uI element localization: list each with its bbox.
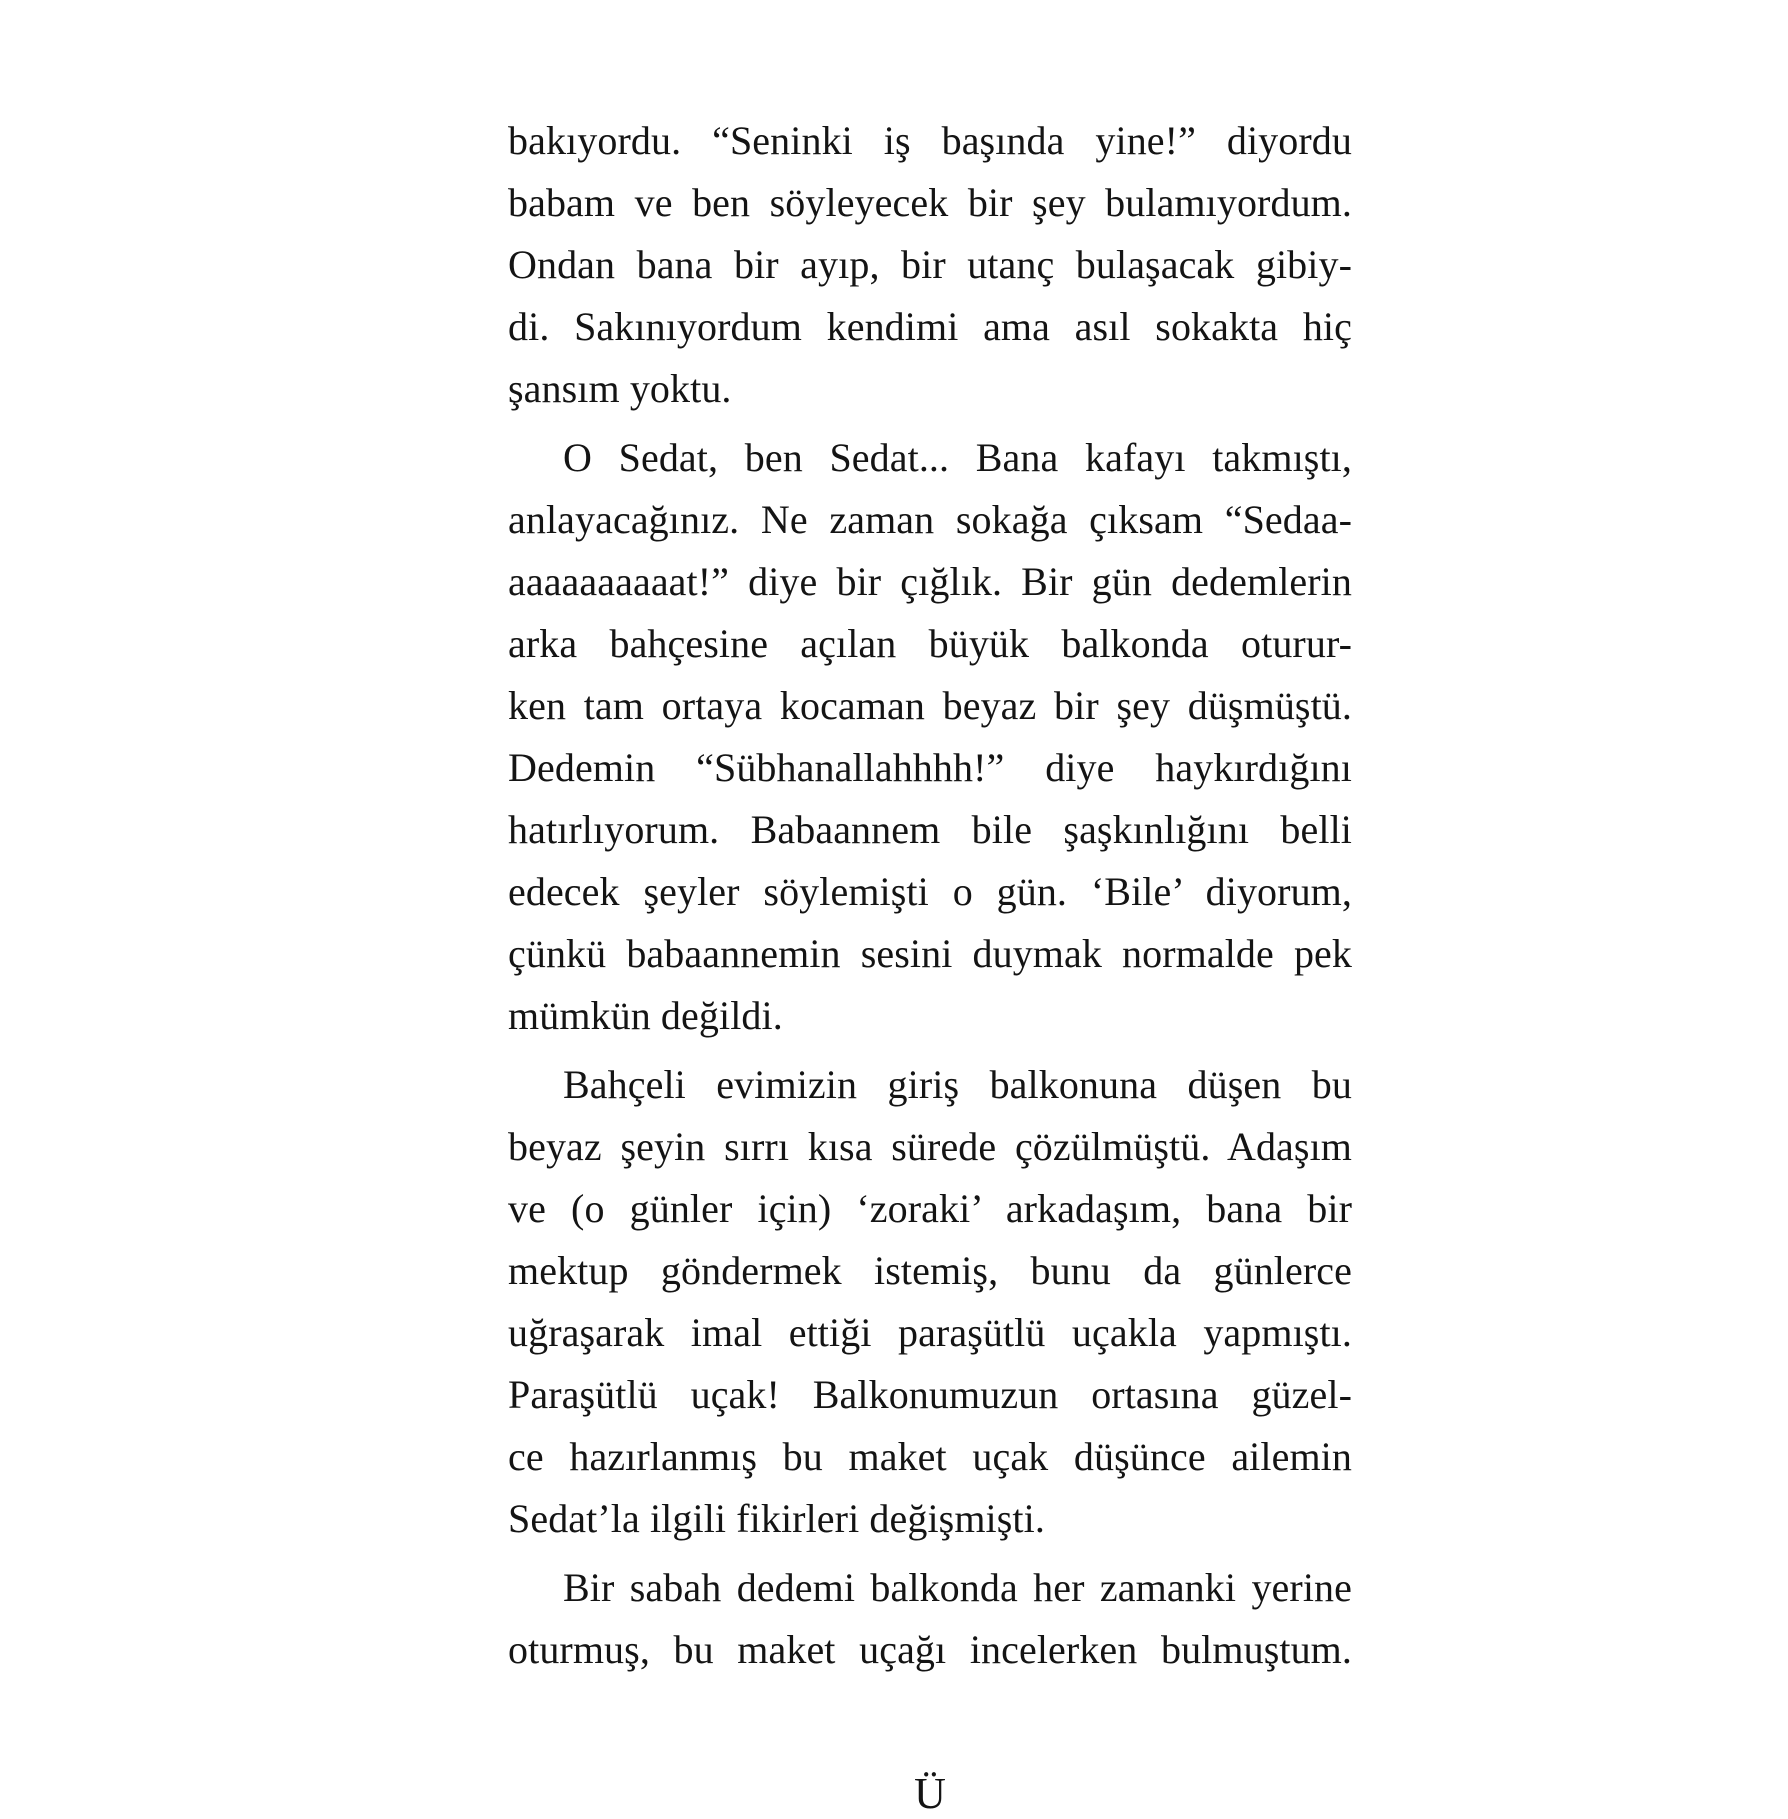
text-line: anlayacağınız. Ne zaman sokağa çıksam “Sedaa- bbox=[508, 497, 1352, 542]
text-line: ce hazırlanmış bu maket uçak düşünce ailemin bbox=[508, 1434, 1352, 1479]
text-line: edecek şeyler söylemişti o gün. ‘Bile’ diyorum, bbox=[508, 869, 1352, 914]
paragraph bbox=[508, 427, 1352, 1047]
text-line: mümkün değildi. bbox=[508, 993, 783, 1038]
text-line: ve (o günler için) ‘zoraki’ arkadaşım, bana bir bbox=[508, 1186, 1352, 1231]
text-line: ken tam ortaya kocaman beyaz bir şey düşmüştü. bbox=[508, 683, 1352, 728]
text-line: Ondan bana bir ayıp, bir utanç bulaşacak gibiy- bbox=[508, 242, 1352, 287]
text-line: Dedemin “Sübhanallahhhh!” diye haykırdığını bbox=[508, 745, 1352, 790]
footer-partial-glyph: Ü bbox=[914, 1769, 946, 1818]
text-line: çünkü babaannemin sesini duymak normalde pek bbox=[508, 931, 1352, 976]
text-line: Paraşütlü uçak! Balkonumuzun ortasına güzel- bbox=[508, 1372, 1352, 1417]
text-line: Sedat’la ilgili fikirleri değişmişti. bbox=[508, 1496, 1045, 1541]
page-text bbox=[508, 110, 1352, 1681]
text-line: mektup göndermek istemiş, bunu da günlerce bbox=[508, 1248, 1352, 1293]
text-line: arka bahçesine açılan büyük balkonda oturur- bbox=[508, 621, 1352, 666]
text-line: hatırlıyorum. Babaannem bile şaşkınlığını belli bbox=[508, 807, 1352, 852]
paragraph bbox=[508, 110, 1352, 420]
text-line: uğraşarak imal ettiği paraşütlü uçakla yapmıştı. bbox=[508, 1310, 1352, 1355]
text-line: Bir sabah dedemi balkonda her zamanki yerine bbox=[563, 1565, 1352, 1610]
paragraph bbox=[508, 1557, 1352, 1681]
text-line: şansım yoktu. bbox=[508, 366, 732, 411]
text-line: Bahçeli evimizin giriş balkonuna düşen bu bbox=[563, 1062, 1352, 1107]
paragraph bbox=[508, 1054, 1352, 1550]
text-line: di. Sakınıyordum kendimi ama asıl sokakta hiç bbox=[508, 304, 1352, 349]
text-line: O Sedat, ben Sedat... Bana kafayı takmıştı, bbox=[563, 435, 1352, 480]
text-line: babam ve ben söyleyecek bir şey bulamıyordum. bbox=[508, 180, 1352, 225]
text-line: aaaaaaaaaat!” diye bir çığlık. Bir gün dedemlerin bbox=[508, 559, 1352, 604]
text-line: bakıyordu. “Seninki iş başında yine!” diyordu bbox=[508, 118, 1352, 163]
text-line: oturmuş, bu maket uçağı incelerken bulmuştum. bbox=[508, 1627, 1352, 1672]
text-line: beyaz şeyin sırrı kısa sürede çözülmüştü. Adaşım bbox=[508, 1124, 1352, 1169]
